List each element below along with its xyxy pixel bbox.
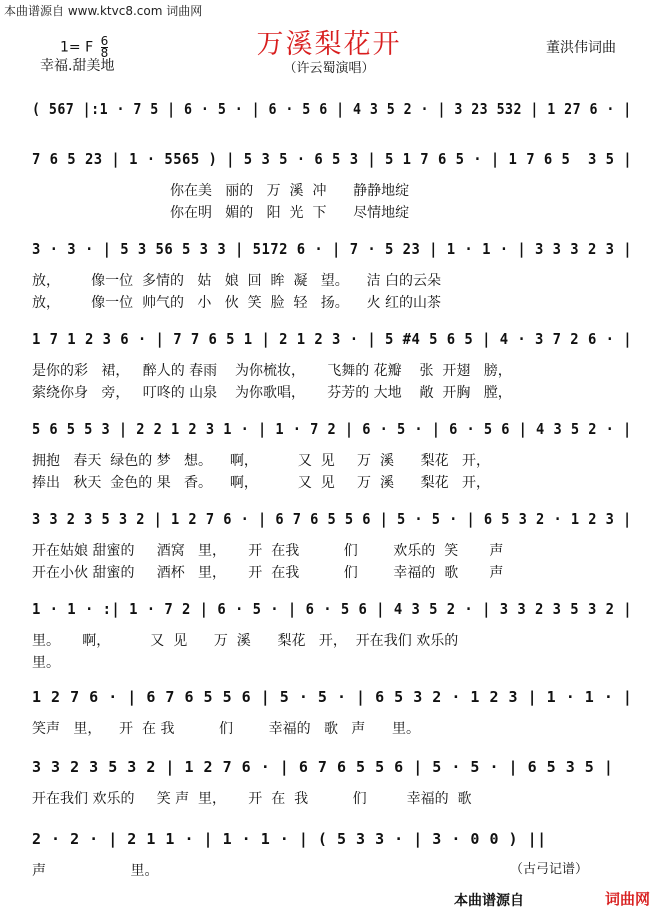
notation-line: 3 3 2 3 5 3 2 | 1 2 7 6 · | 6 7 6 5 5 6 | 5 · 5 · | 6 5 3 5 | [32,758,614,776]
lyric-line: 里。 啊， 又 见 万 溪 梨花 开， 开在我们 欢乐的 [32,633,459,649]
transcriber-credit: （古弓记谱） [510,862,589,877]
lyric-line: 拥抱 春天 绿色的 梦 想。 啊， 又 见 万 溪 梨花 开， [32,453,491,469]
watermark-top: 本曲谱源自 www.ktvc8.com 词曲网 [4,4,203,18]
singer-credit: （许云蜀演唱） [283,61,375,76]
lyric-line: 里。 [32,655,60,671]
notation-line: 7 6 5 23 | 1 · 5565 ) | 5 3 5 · 6 5 3 | 5 1 7 6 5 · | 1 7 6 5 3 5 | [32,150,633,168]
lyric-line: 开在小伙 甜蜜的 酒杯 里， 开 在我 们 幸福的 歌 声 [32,565,504,581]
lyric-line: 是你的彩 裙， 醉人的 春雨 为你梳妆， 飞舞的 花瓣 张 开翅 膀， [32,363,512,379]
notation-line: 3 · 3 · | 5 3 56 5 3 3 | 5172 6 · | 7 · 5 23 | 1 · 1 · | 3 3 3 2 3 | [32,240,633,258]
notation-line: ( 567 |:1 · 7 5 | 6 · 5 · | 6 · 5 6 | 4 3 5 2 · | 3 23 532 | 1 27 6 · | [32,100,632,118]
key-label: 1= F [60,39,94,56]
notation-line: 5 6 5 5 3 | 2 2 1 2 3 1 · | 1 · 7 2 | 6 · 5 · | 6 · 5 6 | 4 3 5 2 · | [32,420,632,438]
notation-line: 2 · 2 · | 2 1 1 · | 1 · 1 · | ( 5 3 3 · | 3 · 0 0 ) || [32,830,547,848]
author-credit: 董洪伟词曲 [546,40,616,56]
notation-line: 3 3 2 3 5 3 2 | 1 2 7 6 · | 6 7 6 5 5 6 | 5 · 5 · | 6 5 3 2 · 1 2 3 | [32,510,632,528]
song-title: 万溪梨花开 [256,29,402,60]
time-denominator: 8 [100,46,109,60]
mood-marking: 幸福.甜美地 [40,58,115,74]
notation-line: 1 · 1 · :| 1 · 7 2 | 6 · 5 · | 6 · 5 6 | 4 3 5 2 · | 3 3 2 3 5 3 2 | [32,600,633,618]
time-numerator: 6 [100,34,109,48]
lyric-line: 放， 像一位 帅气的 小 伙 笑 脸 轻 扬。 火 红的山茶 [32,295,442,311]
lyric-line: 开在姑娘 甜蜜的 酒窝 里， 开 在我 们 欢乐的 笑 声 [32,543,504,559]
lyric-line: 声 里。 [32,863,159,879]
lyric-line: 开在我们 欢乐的 笑 声 里， 开 在 我 们 幸福的 歌 [32,791,472,807]
lyric-line: 萦绕你身 旁， 叮咚的 山泉 为你歌唱， 芬芳的 大地 敞 开胸 膛， [32,385,512,401]
watermark-bottom-left: 本曲谱源自 [454,893,524,909]
lyric-line: 你在美 丽的 万 溪 冲 静静地绽 [32,183,410,199]
watermark-bottom-right: 词曲网 [604,890,650,908]
lyric-line: 你在明 媚的 阳 光 下 尽情地绽 [32,205,410,221]
lyric-line: 笑声 里， 开 在 我 们 幸福的 歌 声 里。 [32,721,421,737]
lyric-line: 放， 像一位 多情的 姑 娘 回 眸 凝 望。 洁 白的云朵 [32,273,442,289]
notation-line: 1 7 1 2 3 6 · | 7 7 6 5 1 | 2 1 2 3 · | 5 #4 5 6 5 | 4 · 3 7 2 6 · | [32,330,633,348]
lyric-line: 捧出 秋天 金色的 果 香。 啊， 又 见 万 溪 梨花 开， [32,475,491,491]
notation-line: 1 2 7 6 · | 6 7 6 5 5 6 | 5 · 5 · | 6 5 3 2 · 1 2 3 | 1 · 1 · | [32,688,633,706]
